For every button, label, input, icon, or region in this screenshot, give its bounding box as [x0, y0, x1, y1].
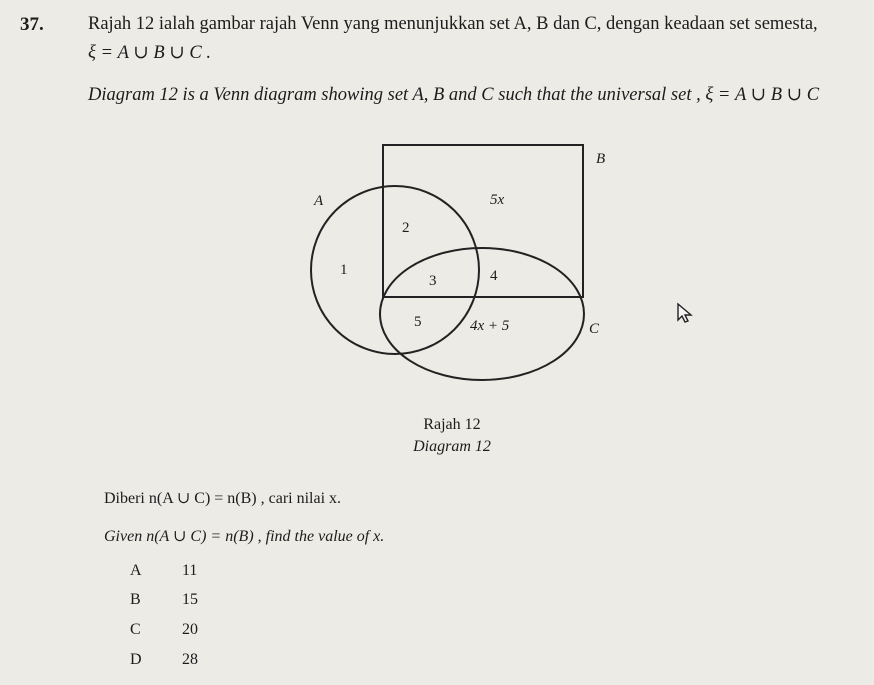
set-c-ellipse	[380, 248, 584, 380]
option-a[interactable]	[130, 562, 197, 580]
universal-set-expression: ξ = A ∪ B ∪ C .	[88, 43, 212, 63]
option-c[interactable]	[130, 621, 198, 639]
diagram-caption-malay: Rajah 12	[423, 416, 481, 433]
option-key: B	[130, 591, 141, 608]
option-value: 20	[182, 621, 198, 638]
region-b-c: 4	[490, 268, 498, 284]
option-key: A	[130, 562, 142, 579]
region-a-b-c: 3	[429, 273, 437, 289]
option-value: 15	[182, 591, 198, 608]
option-key: C	[130, 621, 141, 638]
diagram-caption-english: Diagram 12	[413, 438, 491, 455]
question-number: 37.	[20, 14, 44, 35]
option-value: 11	[182, 562, 198, 579]
option-value: 28	[182, 651, 198, 668]
option-b[interactable]	[130, 591, 198, 609]
region-b-only: 5x	[490, 192, 505, 208]
set-b-rectangle	[383, 145, 583, 297]
mouse-cursor-icon	[676, 302, 696, 324]
question-text-malay: Rajah 12 ialah gambar rajah Venn yang menunjukkan set A, B dan C, dengan keadaan set semesta,	[88, 14, 818, 34]
prompt-english: Given n(A ∪ C) = n(B) , find the value of x.	[104, 528, 385, 545]
region-c-only: 4x + 5	[470, 318, 510, 334]
region-a-only: 1	[340, 262, 348, 278]
region-a-b: 2	[402, 220, 410, 236]
question-text-english: Diagram 12 is a Venn diagram showing set A, B and C such that the universal set , ξ = A ∪ B ∪ C	[88, 85, 820, 105]
option-key: D	[130, 651, 142, 668]
prompt-malay: Diberi n(A ∪ C) = n(B) , cari nilai x.	[104, 490, 342, 507]
set-label-a: A	[314, 193, 324, 209]
set-label-c: C	[589, 321, 600, 337]
region-a-c: 5	[414, 314, 422, 330]
option-d[interactable]	[130, 651, 198, 669]
set-a-circle	[311, 186, 479, 354]
set-label-b: B	[596, 151, 606, 167]
